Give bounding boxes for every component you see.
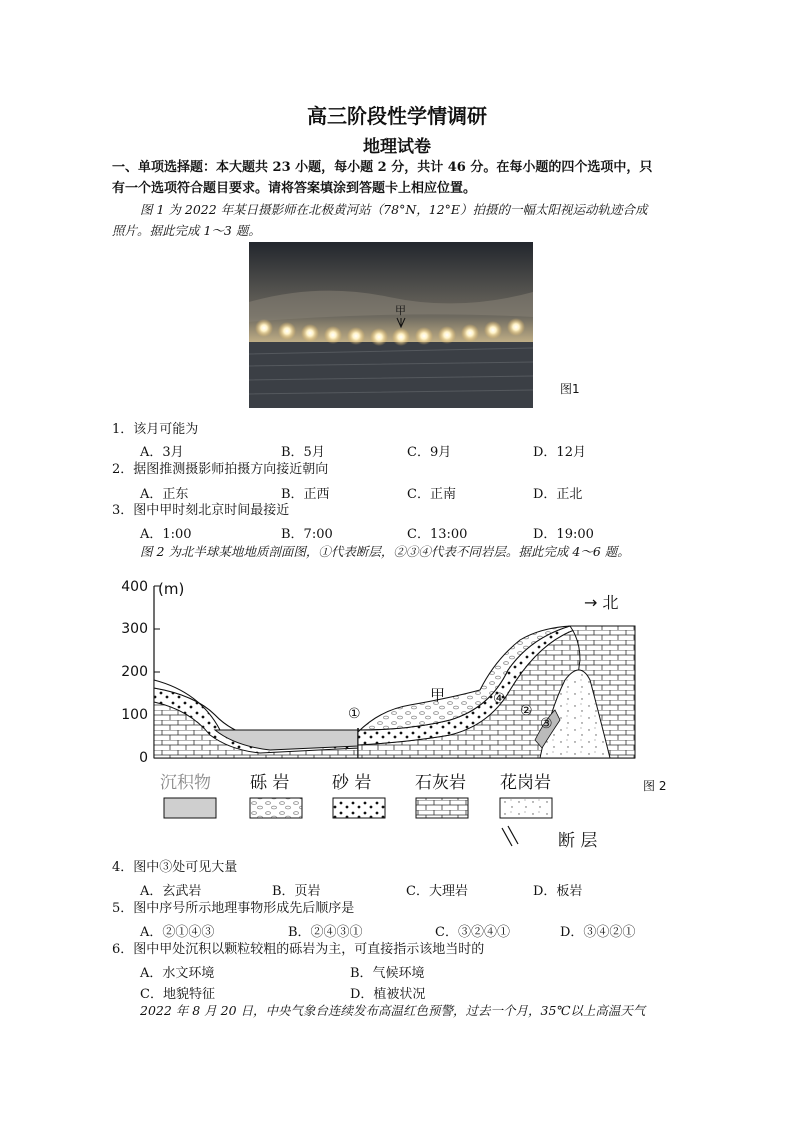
legend-fault-symbol	[502, 826, 518, 846]
question-2-stem: 2．据图推测摄影师拍摄方向接近朝向	[112, 462, 329, 477]
y-tick-label: 300	[121, 621, 148, 637]
q5-option-c[interactable]: C．③②④①	[435, 925, 510, 940]
q4-option-b[interactable]: B．页岩	[272, 884, 321, 899]
q5-option-a[interactable]: A．②①④③	[140, 925, 215, 940]
north-arrow: → 北	[584, 593, 619, 612]
sun-position	[278, 322, 296, 340]
figure2-caption: 图 2	[643, 779, 667, 793]
q1-option-b[interactable]: B．5月	[281, 445, 325, 460]
q4-option-c[interactable]: C．大理岩	[406, 884, 468, 899]
legend-swatch-sandstone	[333, 798, 385, 818]
y-tick-label: 0	[139, 750, 148, 766]
unit-label: (m)	[158, 580, 185, 598]
q2-option-c[interactable]: C．正南	[407, 487, 456, 502]
y-tick-label: 400	[121, 579, 148, 595]
legend-swatch-conglomerate	[250, 798, 302, 818]
legend-label: 砾 岩	[250, 773, 290, 793]
q2-option-a[interactable]: A．正东	[140, 487, 189, 502]
figure1-caption: 图1	[560, 382, 580, 396]
question-6-stem: 6．图中甲处沉积以颗粒较粗的砾岩为主，可直接指示该地当时的	[112, 942, 485, 957]
sun-position	[415, 327, 433, 345]
q3-option-b[interactable]: B．7:00	[281, 527, 333, 542]
y-tick-label: 100	[121, 707, 148, 723]
question-4-stem: 4．图中③处可见大量	[112, 860, 238, 875]
legend-swatch-granite	[500, 798, 552, 818]
q4-option-d[interactable]: D．板岩	[533, 884, 583, 899]
y-tick-label: 200	[121, 664, 148, 680]
sun-position	[507, 318, 525, 336]
sun-position	[324, 326, 342, 344]
q1-option-c[interactable]: C．9月	[407, 445, 452, 460]
intro2-line1: 图 2 为北半球某地地质剖面图，①代表断层，②③④代表不同岩层。据此完成 4～6 题。	[140, 544, 630, 559]
legend-label: 石灰岩	[415, 773, 466, 793]
question-1-stem: 1．该月可能为	[112, 422, 199, 437]
question-3-stem: 3．图中甲时刻北京时间最接近	[112, 503, 290, 518]
q5-option-b[interactable]: B．②④③①	[288, 925, 363, 940]
legend-swatch-limestone	[416, 798, 468, 818]
page-subtitle: 地理试卷	[363, 137, 431, 157]
legend-label: 砂 岩	[332, 773, 372, 793]
legend-label: 沉积物	[160, 773, 211, 793]
marker-jia: 甲	[395, 304, 406, 317]
q2-option-b[interactable]: B．正西	[281, 487, 330, 502]
marker-3: ③	[540, 716, 553, 732]
sun-position	[347, 327, 365, 345]
figure1-sun-trail-photo	[249, 242, 533, 408]
question-5-stem: 5．图中序号所示地理事物形成先后顺序是	[112, 901, 355, 916]
q1-option-d[interactable]: D．12月	[533, 445, 586, 460]
q5-option-d[interactable]: D．③④②①	[560, 925, 636, 940]
marker-2: ②	[520, 703, 533, 719]
sun-position	[461, 324, 479, 342]
photo-ground	[249, 342, 533, 408]
q4-option-a[interactable]: A．玄武岩	[140, 884, 202, 899]
q1-option-a[interactable]: A．3月	[140, 445, 184, 460]
sun-position-jia	[392, 328, 410, 346]
q6-option-b[interactable]: B．气候环境	[350, 966, 425, 981]
q3-option-d[interactable]: D．19:00	[533, 527, 594, 542]
sun-position	[301, 324, 319, 342]
legend-swatch-sediment	[164, 798, 216, 818]
sun-position	[255, 319, 273, 337]
legend-label: 花岗岩	[500, 773, 551, 793]
q6-option-d[interactable]: D．植被状况	[350, 987, 426, 1002]
legend-fault-label: 断 层	[558, 831, 598, 851]
q6-option-a[interactable]: A．水文环境	[140, 966, 215, 981]
marker-1: ①	[348, 706, 361, 722]
intro1-line2: 照片。据此完成 1～3 题。	[112, 223, 261, 238]
sun-position	[370, 328, 388, 346]
intro1-line1: 图 1 为 2022 年某日摄影师在北极黄河站（78°N，12°E）拍摄的一幅太阳视运动轨迹合成	[140, 202, 648, 217]
sun-position	[438, 326, 456, 344]
figure2-geologic-section	[110, 570, 700, 860]
section-instruction-line1: 一、单项选择题：本大题共 23 小题，每小题 2 分，共计 46 分。在每小题的四个选项中，只	[112, 160, 653, 175]
q6-option-c[interactable]: C．地貌特征	[140, 987, 215, 1002]
page-title: 高三阶段性学情调研	[307, 104, 487, 128]
q3-option-a[interactable]: A．1:00	[140, 527, 192, 542]
q3-option-c[interactable]: C．13:00	[407, 527, 468, 542]
label-jia: 甲	[430, 686, 446, 704]
q2-option-d[interactable]: D．正北	[533, 487, 583, 502]
intro3-line1: 2022 年 8 月 20 日，中央气象台连续发布高温红色预警，过去一个月，35℃以上高温天气	[140, 1003, 646, 1018]
marker-4: ④	[493, 691, 506, 707]
sun-position	[484, 321, 502, 339]
section-instruction-line2: 有一个选项符合题目要求。请将答案填涂到答题卡上相应位置。	[112, 181, 477, 196]
